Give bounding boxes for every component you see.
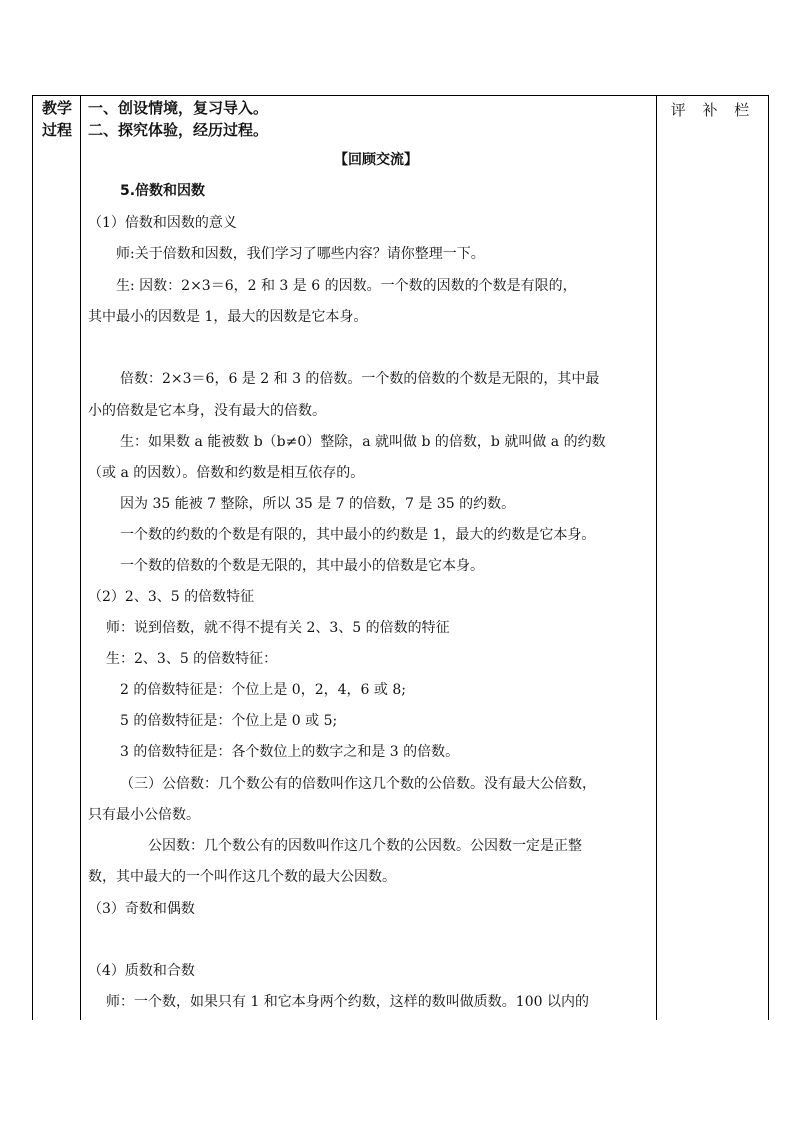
teacher-question-3: 师：一个数，如果只有 1 和它本身两个约数，这样的数叫做质数。100 以内的: [106, 994, 589, 1010]
student-answer-1: 生: 因数：2×3＝6，2 和 3 是 6 的因数。一个数的因数的个数是有限的，: [116, 278, 577, 294]
common-multiple-cont: 只有最小公倍数。: [88, 807, 200, 823]
common-factor-cont: 数，其中最大的一个叫作这几个数的最大公因数。: [88, 869, 396, 885]
multiple-property: 一个数的倍数的个数是无限的，其中最小的倍数是它本身。: [120, 558, 484, 574]
subtopic-3: （3）奇数和偶数: [88, 901, 195, 917]
multiple-definition-cont: 小的倍数是它本身，没有最大的倍数。: [88, 403, 326, 419]
student-answer-2-cont: （或 a 的因数）。倍数和约数是相互依存的。: [88, 465, 365, 481]
table-right-border: [768, 95, 769, 1020]
subtopic-1: （1）倍数和因数的意义: [88, 215, 237, 231]
teacher-question-1: 师:关于倍数和因数，我们学习了哪些内容？请你整理一下。: [116, 246, 485, 262]
review-heading: 【回顾交流】: [334, 152, 418, 168]
subtopic-4: （4）质数和合数: [88, 963, 195, 979]
feature-of-5: 5 的倍数特征是：个位上是 0 或 5;: [120, 713, 338, 729]
feature-of-2: 2 的倍数特征是：个位上是 0，2，4，6 或 8;: [120, 682, 406, 698]
section-label: [38, 97, 76, 141]
lesson-table: [32, 95, 769, 1020]
comment-column-header: 评 补 栏: [670, 101, 756, 119]
common-multiple: （三）公倍数：几个数公有的倍数叫作这几个数的公倍数。没有最大公倍数，: [120, 776, 596, 792]
teacher-question-2: 师：说到倍数，就不得不提有关 2、3、5 的倍数的特征: [106, 620, 450, 636]
column-divider-left: [80, 95, 81, 1020]
section-label-line-2: 过程: [41, 121, 72, 139]
student-answer-3: 生：2、3、5 的倍数特征：: [106, 651, 278, 667]
table-left-border: [32, 95, 33, 1020]
common-factor: 公因数：几个数公有的因数叫作这几个数的公因数。公因数一定是正整: [148, 838, 582, 854]
student-answer-1-cont: 其中最小的因数是 1，最大的因数是它本身。: [88, 309, 368, 325]
step-1-heading: 一、创设情境，复习导入。: [88, 99, 269, 117]
section-label-line-1: 教学: [41, 99, 72, 117]
multiple-definition: 倍数：2×3＝6，6 是 2 和 3 的倍数。一个数的倍数的个数是无限的，其中最: [120, 371, 600, 387]
subtopic-2: （2）2、3、5 的倍数特征: [88, 589, 255, 605]
student-answer-2: 生：如果数 a 能被数 b（b≠0）整除，a 就叫做 b 的倍数，b 就叫做 a 的约数: [120, 434, 606, 450]
divisor-property: 一个数的约数的个数是有限的，其中最小的约数是 1，最大的约数是它本身。: [120, 527, 596, 543]
step-2-heading: 二、探究体验，经历过程。: [88, 121, 269, 139]
column-divider-right: [656, 95, 657, 1020]
feature-of-3: 3 的倍数特征是：各个数位上的数字之和是 3 的倍数。: [120, 744, 460, 760]
example-35: 因为 35 能被 7 整除，所以 35 是 7 的倍数，7 是 35 的约数。: [120, 496, 516, 512]
topic-heading: 5.倍数和因数: [120, 183, 206, 199]
table-top-border: [32, 95, 769, 96]
